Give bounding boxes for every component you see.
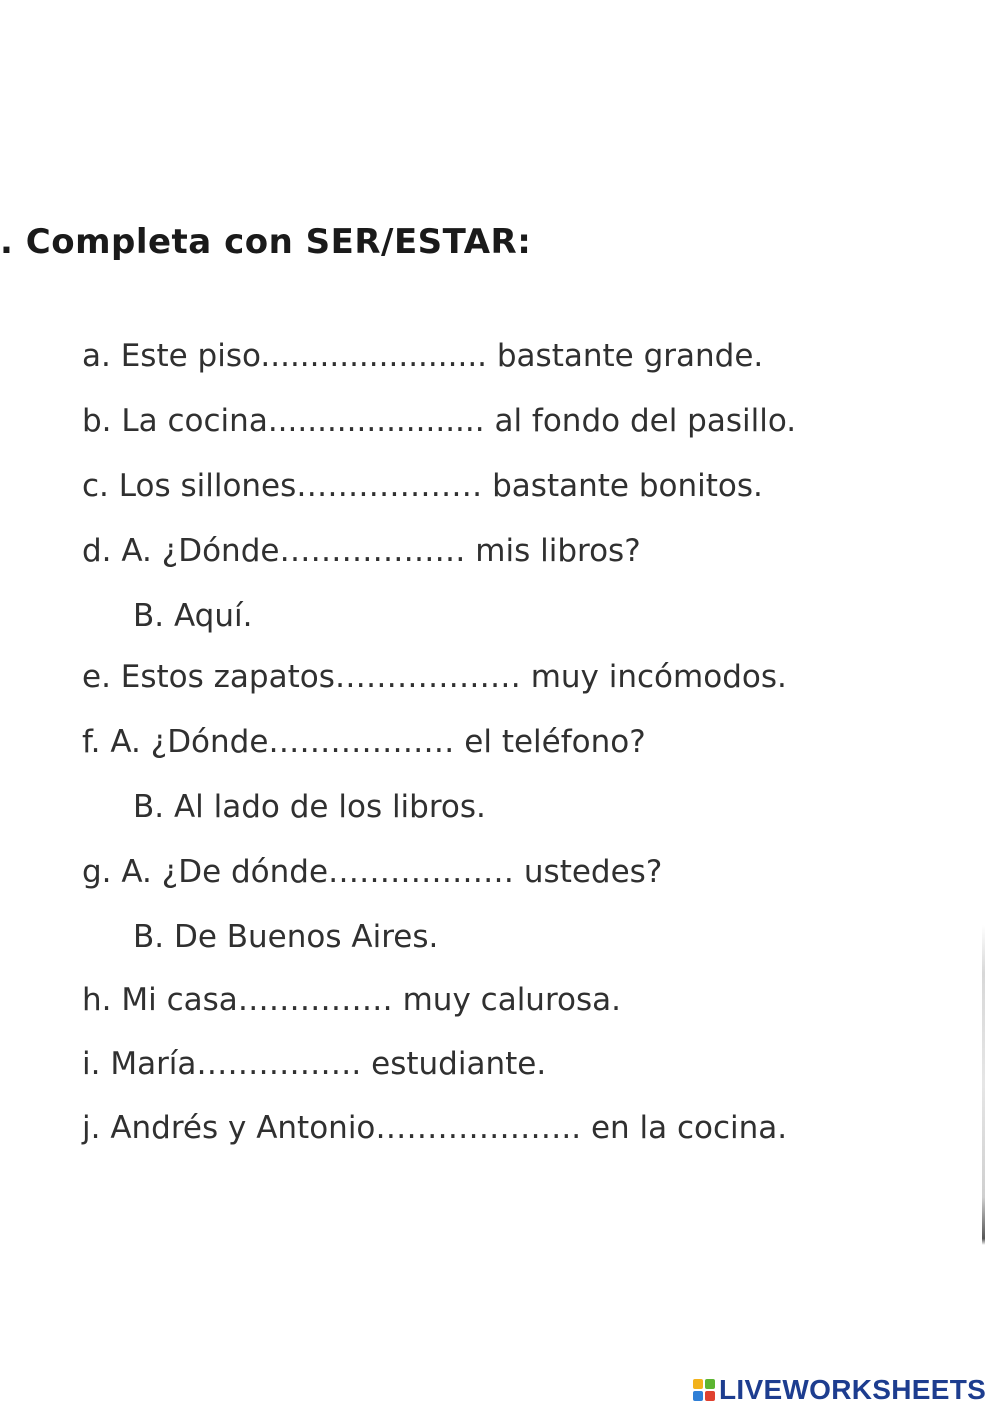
logo-square-2 [705, 1379, 715, 1389]
exercise-item-a: a. Este piso....................... bastante grande. [82, 338, 764, 374]
exercise-item-h: h. Mi casa…………… muy calurosa. [82, 982, 621, 1018]
exercise-item-b: b. La cocina...................... al fondo del pasillo. [82, 403, 797, 439]
logo-square-1 [693, 1379, 703, 1389]
scan-edge-line [982, 925, 985, 1245]
exercise-item-e: e. Estos zapatos……………… muy incómodos. [82, 659, 787, 695]
exercise-item-d-answer: B. Aquí. [133, 598, 253, 634]
worksheet-title: . Completa con SER/ESTAR: [0, 222, 532, 262]
liveworksheets-logo-icon [693, 1379, 715, 1401]
exercise-item-g-answer: B. De Buenos Aires. [133, 919, 439, 955]
exercise-item-d-question: d. A. ¿Dónde……………… mis libros? [82, 533, 641, 569]
liveworksheets-logo [693, 1375, 986, 1405]
exercise-item-j: j. Andrés y Antonio……………….. en la cocina. [82, 1110, 788, 1146]
exercise-item-f-question: f. A. ¿Dónde……………… el teléfono? [82, 724, 646, 760]
logo-square-4 [705, 1391, 715, 1401]
exercise-item-i: i. María……………. estudiante. [82, 1046, 547, 1082]
exercise-item-g-question: g. A. ¿De dónde……………… ustedes? [82, 854, 663, 890]
liveworksheets-logo-text: LIVEWORKSHEETS [719, 1374, 987, 1405]
exercise-item-f-answer: B. Al lado de los libros. [133, 789, 486, 825]
logo-square-3 [693, 1391, 703, 1401]
exercise-item-c: c. Los sillones……………… bastante bonitos. [82, 468, 763, 504]
